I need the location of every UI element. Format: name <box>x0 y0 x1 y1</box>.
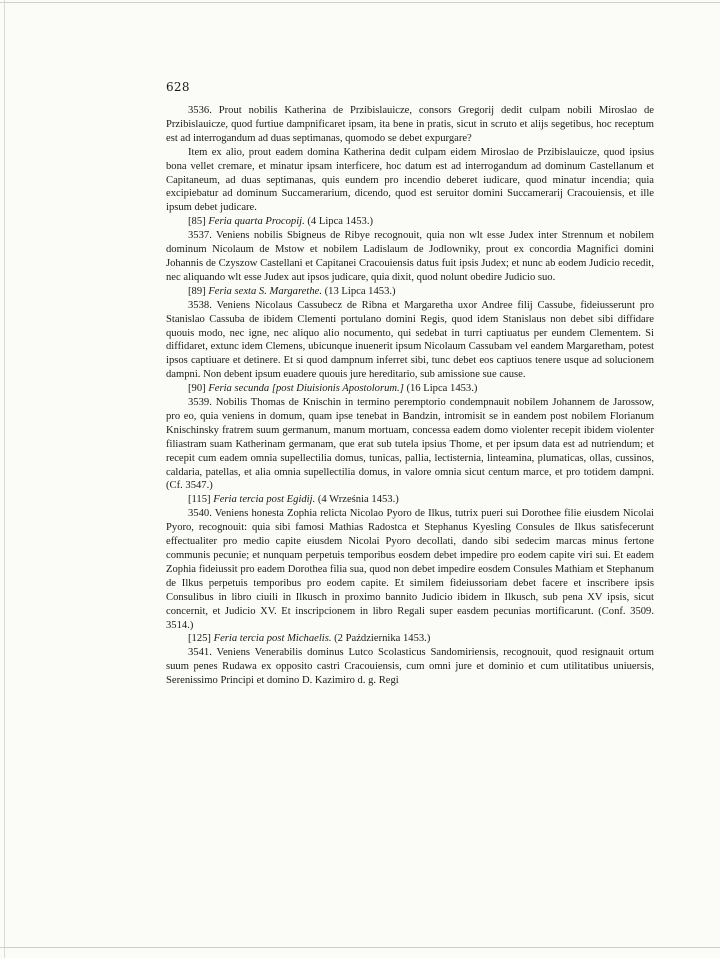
session-number: [115] <box>188 494 211 506</box>
session-heading <box>166 382 654 396</box>
scan-edge-left <box>4 0 5 958</box>
session-title: Feria secunda [post Diuisionis Apostolorum.] <box>208 383 404 395</box>
session-date: (16 Lipca 1453.) <box>406 383 478 395</box>
entry-3540: 3540. Veniens honesta Zophia relicta Nicolao Pyoro de Ilkus, tutrix pueri sui Dorothee filie eiusdem Nicolai Pyoro, recognouit: quia sibi famosi Mathias Radostca et Stephanus Kyesling Consules de Ilkus satisfecerunt effectualiter pro medio capite eiusdem Nicolai Pyoro decollati, dando sibi sedecim marcas minus fertone communis pecunie; et nunquam perpetuis temporibus eosdem debet impedire pro eodem capite viri sui. Et eadem Zophia fideiussit pro eadem Dorothea filia sua, quod non debet impedire eosdem Consules Mathiam et Stephanum de Ilkus perpetuis temporibus pro eodem capite. Et similem fideiussoriam debet facere et inscribere ipsis Consulibus in libro ciuili in Ilkusch in proximo bannito Judicio ibidem in Ilkusch, sub pena XV ipsis, sicut concernit, et Judicio XV. Et inscripcionem in libro Regali super easdem pecunias mortificarunt. (Conf. 3509. 3514.) <box>166 508 654 631</box>
session-date: (4 Lipca 1453.) <box>307 216 373 228</box>
session-title: Feria sexta S. Margarethe. <box>208 285 322 297</box>
entry-3539: 3539. Nobilis Thomas de Knischin in termino peremptorio condempnauit nobilem Johannem de Jarossow, pro eo, quia veniens in domum, quam ipse tenebat in Bandzin, intromisit se in eandem post nobilem Florianum Knischinsky fratrem suum germanum, manum mortuam, concessa eadem domo violenter recepit ibidem violenter filiastram suam Katherinam germanam, que erat sub tutela ipsius Thome, et per ipsum data est ad nutriendum; et recepit cum eadem omnia supellectilia domus, tunicas, pallia, lectisternia, linteamina, plumaticas, ollas, cussinos, caldaria, patellas, et alia omnia supellectilia domus, in valore omnia sicut centum marce, et pro totidem dampni. (Cf. 3547.) <box>166 397 654 492</box>
entry-3537: 3537. Veniens nobilis Sbigneus de Ribye recognouit, quia non wlt esse Judex inter Strennum et nobilem dominum Nicolaum de Mstow et nobilem Ladislaum de Jodlowniky, prout ex concordia Magnifici domini Johannis de Czyszow Castellani et Capitanei Cracouiensis datus fuit ipsis Judex; et nunc ab eodem Judicio recedit, nec aliquando wlt esse Judex aut ipsos judicare, quia dixit, quod nolunt obedire Judicio suo. <box>166 230 654 283</box>
scan-edge-top <box>0 2 720 3</box>
session-title: Feria tercia post Egidij. <box>213 494 316 506</box>
session-title: Feria quarta Procopij. <box>208 216 305 228</box>
body-text <box>166 104 654 688</box>
session-date: (2 Października 1453.) <box>334 633 431 645</box>
session-title: Feria tercia post Michaelis. <box>213 633 332 645</box>
scan-edge-bottom <box>0 947 720 948</box>
page-number: 628 <box>166 80 190 94</box>
session-number: [90] <box>188 383 206 395</box>
session-heading <box>166 285 654 299</box>
entry-3536-continued: Item ex alio, prout eadem domina Katherina dedit culpam eidem Miroslao de Przibislauicze, quod ipsius bona vellet cremare, et minatur ipsam interficere, hoc datum est ad interrogandum ad dominum Castellanum et Capitaneum, ad duas septimanas, quis eundem pro incendio deberet iudicare, quod minatur incendia; quia excipiebatur ad dominum Succamerarium, dicendo, quod est seruitor domini Succamerarij Cracouiensis, et ille ipsum debet judicare. <box>166 146 654 214</box>
session-heading <box>166 215 654 229</box>
entry-3538: 3538. Veniens Nicolaus Cassubecz de Ribna et Margaretha uxor Andree filij Cassube, fideiusserunt pro Stanislao Cassuba de ibidem Clementi portulano domini Regis, quod idem Stanislaus non debet sibi diffidare quouis modo, nec igne, nec aliquo alio nocumento, qui sedebat in turri captiuatus per eundem Clementem. Si diffidaret, extunc idem Clemens, ubicunque inuenerit ipsum Nicolaum Cassubam vel eandem Margaretham, potest ipsos captiuare et detinere. Et si quod dampnum inferret sibi, tunc debet eos captiuos tenere usque ad solucionem dampni. Non debent ipsum euadere quouis jure hereditario, sub amissione sue cause. <box>166 299 654 381</box>
session-heading <box>166 493 654 507</box>
entry-3541: 3541. Veniens Venerabilis dominus Lutco Scolasticus Sandomiriensis, recognouit, quod resignauit ortum suum penes Rudawa ex opposito castri Cracouiensis, cum omni jure et dominio et cum utilitatibus uniuersis, Serenissimo Principi et domino D. Kazimiro d. g. Regi <box>166 647 654 687</box>
session-date: (4 Września 1453.) <box>317 494 399 506</box>
session-number: [125] <box>188 633 211 645</box>
entry-3536: 3536. Prout nobilis Katherina de Przibislauicze, consors Gregorij dedit culpam nobili Miroslao de Przibislauicze, quod furtiue dampnificaret ipsam, ita bene in pratis, sicut in scruto et alijs segetibus, hoc receptum est ad interrogandum ad duas septimanas, quomodo se debet expurgare? <box>166 105 654 144</box>
session-number: [85] <box>188 216 206 228</box>
session-number: [89] <box>188 285 206 297</box>
session-date: (13 Lipca 1453.) <box>324 285 396 297</box>
session-heading <box>166 632 654 646</box>
